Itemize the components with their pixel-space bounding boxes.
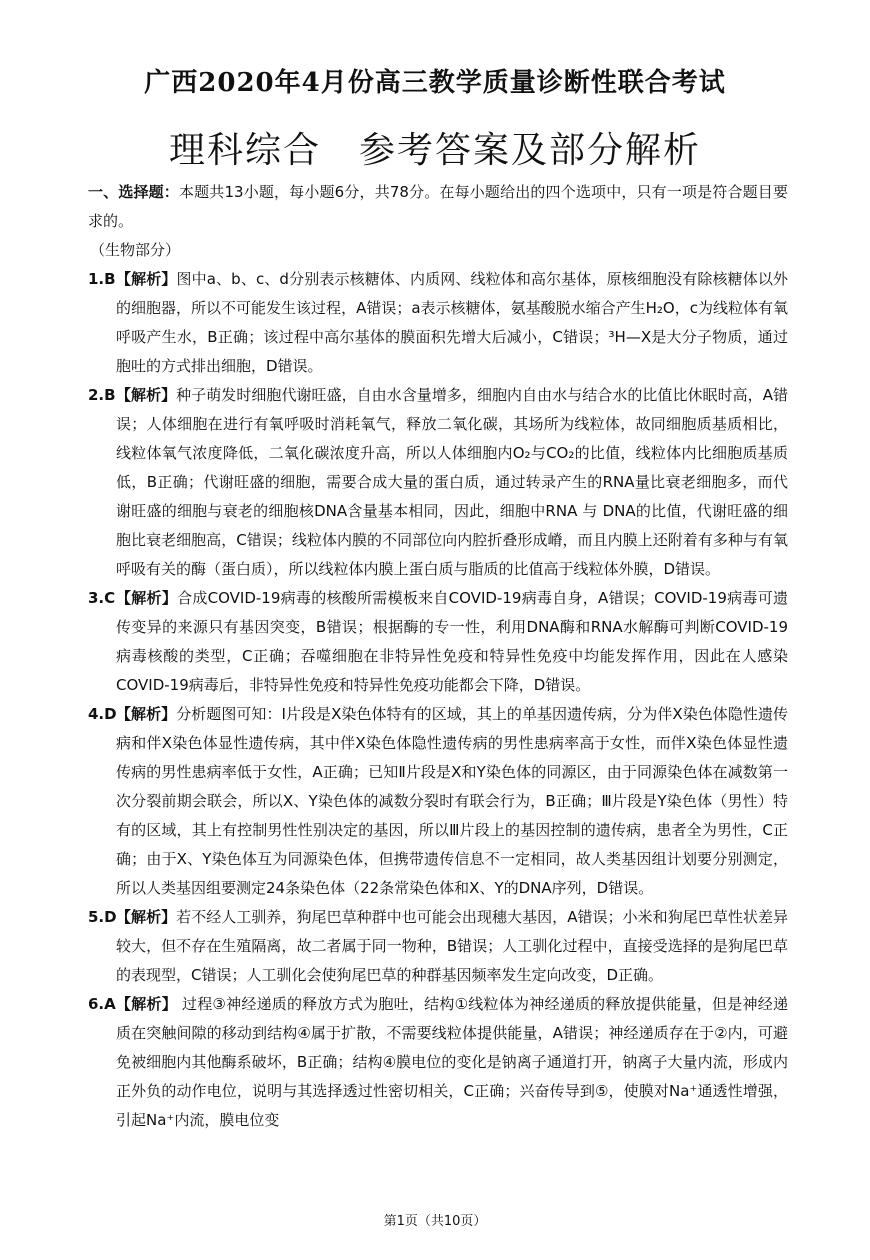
answer-number: 1.B bbox=[88, 270, 116, 288]
answer-item-3 bbox=[88, 584, 788, 700]
section-heading bbox=[88, 178, 788, 236]
page-title: 广西2020年4月份高三教学质量诊断性联合考试 bbox=[144, 68, 726, 98]
answer-number: 4.D bbox=[88, 705, 117, 723]
analysis-text: 若不经人工驯养，狗尾巴草种群中也可能会出现穗大基因，A错误；小米和狗尾巴草性状差异较大，但不存在生殖隔离，故二者属于同一物种，B错误；人工驯化过程中，直接受选择的是狗尾巴草的表现型，C错误；人工驯化会使狗尾巴草的种群基因频率发生定向改变，D正确。 bbox=[116, 908, 788, 984]
answer-item-4 bbox=[88, 700, 788, 903]
analysis-tag: 【解析】 bbox=[116, 270, 177, 288]
analysis-text: 合成COVID-19病毒的核酸所需模板来自COVID-19病毒自身，A错误；COVID-19病毒可遗传变异的来源只有基因突变，B错误；根据酶的专一性，利用DNA酶和RNA水解酶可判断COVID-19病毒核酸的类型，C正确；吞噬细胞在非特异性免疫和特异性免疫中均能发挥作用，因此在人感染COVID-19病毒后，非特异性免疫和特异性免疫功能都会下降，D错误。 bbox=[116, 589, 788, 694]
answer-item-2 bbox=[88, 381, 788, 584]
answer-item-1 bbox=[88, 265, 788, 381]
analysis-text: 分析题图可知：Ⅰ片段是X染色体特有的区域，其上的单基因遗传病，分为伴X染色体隐性遗传病和伴X染色体显性遗传病，其中伴X染色体隐性遗传病的男性患病率高于女性，而伴X染色体显性遗传病的男性患病率低于女性，A正确；已知Ⅱ片段是X和Y染色体的同源区，由于同源染色体在减数第一次分裂前期会联会，所以X、Y染色体的减数分裂时有联会行为，B正确；Ⅲ片段是Y染色体（男性）特有的区域，其上有控制男性性别决定的基因，所以Ⅲ片段上的基因控制的遗传病，患者全为男性，C正确；由于X、Y染色体互为同源染色体，但携带遗传信息不一定相同，故人类基因组计划要分别测定，所以人类基因组要测定24条染色体（22条常染色体和X、Y的DNA序列，D错误。 bbox=[116, 705, 788, 897]
analysis-tag: 【解析】 bbox=[116, 705, 177, 723]
subject-label: （生物部分） bbox=[90, 241, 181, 259]
analysis-tag: 【解析】 bbox=[116, 386, 177, 404]
analysis-text: 图中a、b、c、d分别表示核糖体、内质网、线粒体和高尔基体，原核细胞没有除核糖体以外的细胞器，所以不可能发生该过程，A错误；a表示核糖体，氨基酸脱水缩合产生H₂O，c为线粒体有氧呼吸产生水，B正确；该过程中高尔基体的膜面积先增大后减小，C错误；³H—X是大分子物质，通过胞吐的方式排出细胞，D错误。 bbox=[116, 270, 788, 375]
answer-number: 2.B bbox=[88, 386, 116, 404]
analysis-tag: 【解析】 bbox=[116, 589, 178, 607]
analysis-text: 过程③神经递质的释放方式为胞吐，结构①线粒体为神经递质的释放提供能量，但是神经递质在突触间隙的移动到结构④属于扩散，不需要线粒体提供能量，A错误；神经递质存在于②内，可避免被细胞内其他酶系破坏，B正确；结构④膜电位的变化是钠离子通道打开，钠离子大量内流，形成内正外负的动作电位，说明与其选择透过性密切相关，C正确；兴奋传导到⑤，使膜对Na⁺通透性增强，引起Na⁺内流，膜电位变 bbox=[116, 995, 788, 1129]
answer-number: 6.A bbox=[88, 995, 116, 1013]
answer-item-6 bbox=[88, 990, 788, 1135]
section-label: 一、选择题： bbox=[88, 183, 179, 201]
answer-item-5 bbox=[88, 903, 788, 990]
analysis-tag: 【解析】 bbox=[116, 908, 177, 926]
answer-number: 3.C bbox=[88, 589, 116, 607]
page-subtitle: 理科综合 参考答案及部分解析 bbox=[168, 130, 701, 171]
page-footer: 第1页（共10页） bbox=[383, 1214, 487, 1229]
analysis-text: 种子萌发时细胞代谢旺盛，自由水含量增多，细胞内自由水与结合水的比值比休眠时高，A错误；人体细胞在进行有氧呼吸时消耗氧气，释放二氧化碳，其场所为线粒体，故同细胞质基质相比，线粒体氧气浓度降低，二氧化碳浓度升高，所以人体细胞内O₂与CO₂的比值，线粒体内比细胞质基质低，B正确；代谢旺盛的细胞，需要合成大量的蛋白质，通过转录产生的RNA量比衰老细胞多，而代谢旺盛的细胞与衰老的细胞核DNA含量基本相同，因此，细胞中RNA 与 DNA的比值，代谢旺盛的细胞比衰老细胞高，C错误；线粒体内膜的不同部位向内腔折叠形成嵴，而且内膜上还附着有多种与有氧呼吸有关的酶（蛋白质），所以线粒体内膜上蛋白质与脂质的比值高于线粒体外膜，D错误。 bbox=[116, 386, 788, 578]
answer-number: 5.D bbox=[88, 908, 117, 926]
document-body bbox=[88, 178, 788, 1135]
analysis-tag: 【解析】 bbox=[116, 995, 177, 1013]
section-instructions: 本题共13小题，每小题6分，共78分。在每小题给出的四个选项中，只有一项是符合题目要求的。 bbox=[88, 183, 788, 230]
